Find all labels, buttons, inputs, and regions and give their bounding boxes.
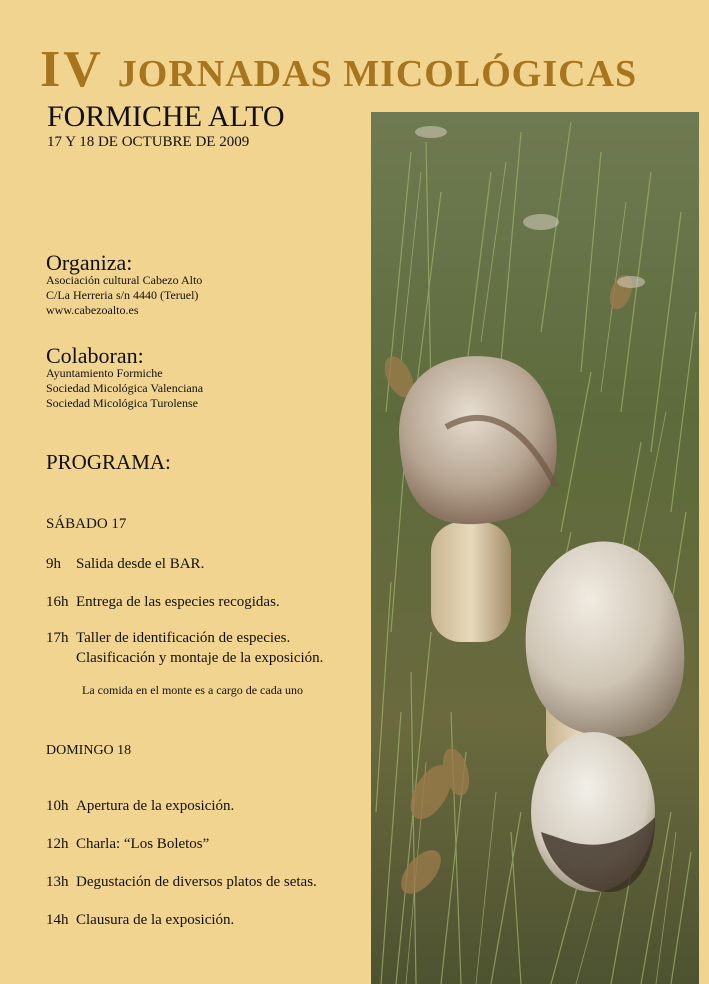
schedule-item: [46, 630, 290, 647]
schedule-text: Charla: “Los Boletos”: [76, 836, 210, 852]
colaboran-block: [46, 366, 203, 411]
schedule-hour: 17h: [46, 630, 69, 646]
mushroom-photo: [371, 112, 699, 984]
schedule-hour: 14h: [46, 912, 69, 928]
place-name: FORMICHE ALTO: [47, 100, 285, 133]
schedule-item: [46, 836, 209, 853]
edition-number: IV: [40, 41, 104, 98]
programa-heading: PROGRAMA:: [46, 450, 171, 474]
colaboran-heading: Colaboran:: [46, 343, 144, 368]
schedule-text: Apertura de la exposición.: [76, 798, 235, 814]
schedule-item: [46, 874, 317, 891]
day-sunday: DOMINGO 18: [46, 743, 132, 758]
event-dates: 17 Y 18 DE OCTUBRE DE 2009: [47, 134, 250, 150]
organiza-line: C/La Herreria s/n 4440 (Teruel): [46, 288, 199, 302]
schedule-item: [46, 594, 280, 611]
schedule-text: Clausura de la exposición.: [76, 912, 235, 928]
day-saturday: SÁBADO 17: [46, 516, 127, 532]
schedule-hour: 13h: [46, 874, 69, 890]
schedule-text: Degustación de diversos platos de setas.: [76, 874, 317, 890]
organiza-line: Asociación cultural Cabezo Alto: [46, 273, 203, 287]
lunch-note: La comida en el monte es a cargo de cada uno: [82, 683, 304, 697]
schedule-item: [46, 798, 234, 815]
schedule-item: [46, 556, 204, 573]
colaborador-line: Sociedad Micológica Turolense: [46, 396, 198, 410]
colaborador-line: Sociedad Micológica Valenciana: [46, 381, 204, 395]
schedule-item: [46, 912, 234, 929]
poster-title: [40, 40, 637, 99]
event-title: JORNADAS MICOLÓGICAS: [117, 53, 638, 95]
schedule-text: Salida desde el BAR.: [76, 556, 205, 572]
organiza-website[interactable]: www.cabezoalto.es: [46, 303, 139, 317]
schedule-hour: 12h: [46, 836, 69, 852]
schedule-text-continued: Clasificación y montaje de la exposición.: [76, 650, 324, 666]
schedule-hour: 16h: [46, 594, 69, 610]
schedule-hour: 9h: [46, 556, 61, 572]
schedule-hour: 10h: [46, 798, 69, 814]
organiza-block: [46, 273, 202, 318]
schedule-text: Entrega de las especies recogidas.: [76, 594, 280, 610]
organiza-heading: Organiza:: [46, 250, 133, 275]
colaborador-line: Ayuntamiento Formiche: [46, 366, 163, 380]
schedule-text: Taller de identificación de especies.: [76, 630, 291, 646]
